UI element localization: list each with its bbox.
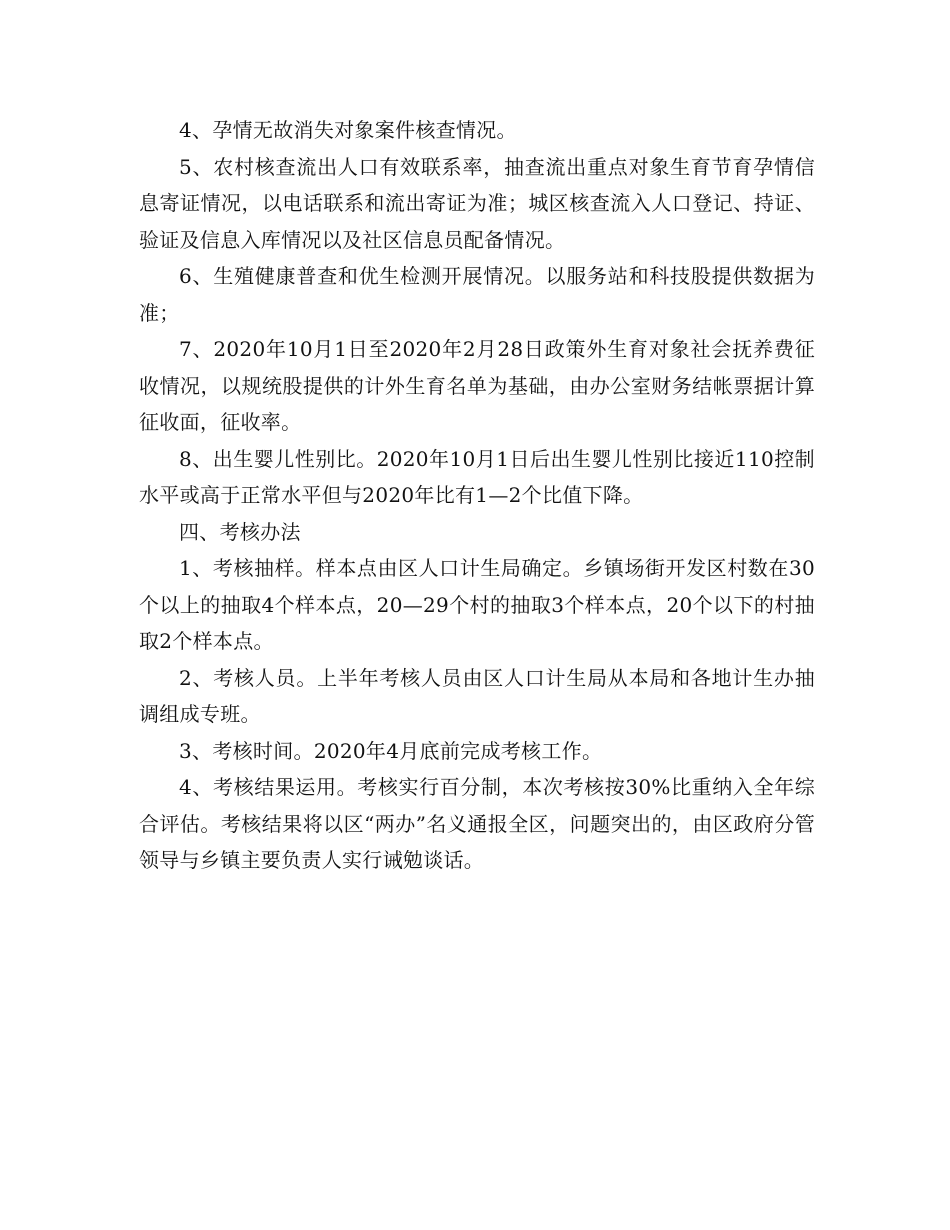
paragraph-method-3-time: 3、考核时间。2020年4月底前完成考核工作。: [179, 738, 603, 763]
paragraph-method-1-sampling: 1、考核抽样。样本点由区人口计生局确定。乡镇场街开发区村数在30个以上的抽取4个样本点，20—29个村的抽取3个样本点，20个以下的村抽取2个样本点。: [139, 556, 815, 653]
document-body: [139, 112, 815, 879]
section-heading-assessment-method: 四、考核办法: [179, 519, 301, 544]
paragraph-item-5-migrant-population: 5、农村核查流出人口有效联系率，抽查流出重点对象生育节育孕情信息寄证情况，以电话联系和流出寄证为准；城区核查流入人口登记、持证、验证及信息入库情况以及社区信息员配备情况。: [139, 154, 815, 252]
paragraph-item-4-pregnancy: 4、孕情无故消失对象案件核查情况。: [179, 118, 517, 142]
paragraph-item-7-fee-collection: 7、2020年10月1日至2020年2月28日政策外生育对象社会抚养费征收情况，以规统股提供的计外生育名单为基础，由办公室财务结帐票据计算征收面，征收率。: [139, 337, 815, 434]
paragraph-method-4-results: 4、考核结果运用。考核实行百分制，本次考核按30%比重纳入全年综合评估。考核结果将以区“两办”名义通报全区，问题突出的，由区政府分管领导与乡镇主要负责人实行诫勉谈话。: [139, 775, 815, 872]
paragraph-item-8-sex-ratio: 8、出生婴儿性别比。2020年10月1日后出生婴儿性别比接近110控制水平或高于正常水平但与2020年比有1—2个比值下降。: [139, 446, 815, 507]
paragraph-item-6-health-check: 6、生殖健康普查和优生检测开展情况。以服务站和科技股提供数据为准；: [139, 264, 815, 325]
paragraph-method-2-personnel: 2、考核人员。上半年考核人员由区人口计生局从本局和各地计生办抽调组成专班。: [139, 665, 815, 726]
